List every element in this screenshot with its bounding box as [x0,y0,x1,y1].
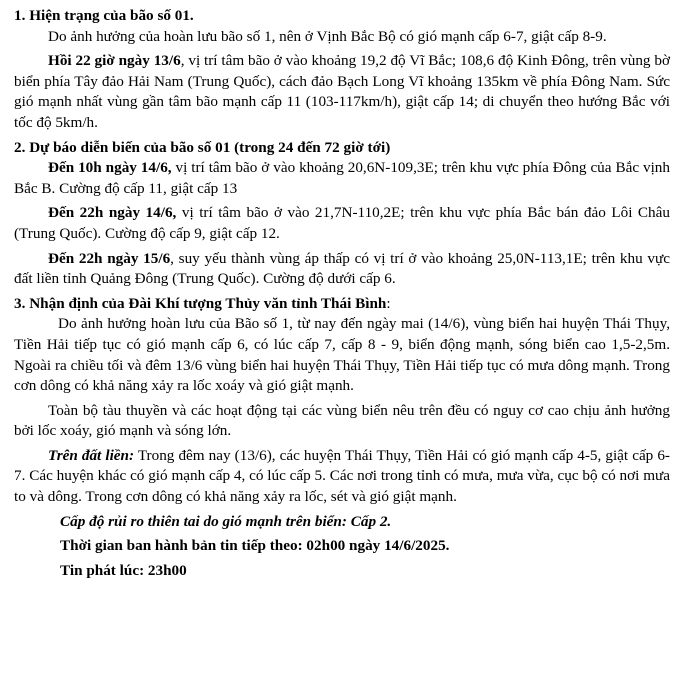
section-3-paragraph-2: Toàn bộ tàu thuyền và các hoạt động tại các vùng biển nêu trên đều có nguy cơ cao chịu ảnh hưởng bởi lốc xoáy, gió mạnh và sóng lớn. [14,401,670,440]
section-forecast [14,138,670,290]
next-bulletin-value: : 02h00 ngày 14/6/2025. [297,537,450,555]
section-1-paragraph-1: Do ảnh hưởng của hoàn lưu bão số 1, nên ở Vịnh Bắc Bộ có gió mạnh cấp 6-7, giật cấp 8-9. [48,27,607,45]
heading-colon: : [386,294,391,312]
time-lead: Đến 22h ngày 14/6, [48,204,177,222]
next-bulletin-label: Thời gian ban hành bản tin tiếp theo [60,537,298,555]
forecast-text: vị trí tâm bão ở vào 21,7N-110,2E; trên khu vực phía Bắc bán đảo Lôi Châu (Trung Quốc). Cường độ cấp 9, giật cấp 12. [14,204,670,242]
section-assessment [14,294,670,508]
forecast-text: , suy yếu thành vùng áp thấp có vị trí ở vào khoảng 25,0N-113,1E; trên khu vực đất liền tỉnh Quảng Đông (Trung Quốc). Cường độ dưới cấp 6. [14,249,670,288]
section-3-heading-text: 3. Nhận định của Đài Khí tượng Thủy văn tỉnh Thái Bình [14,294,387,312]
time-lead: Đến 22h ngày 15/6 [48,249,171,267]
paragraph-text: Trong đêm nay (13/6), các huyện Thái Thụy, Tiền Hải có gió mạnh cấp 4-5, giật cấp 6-7. Các huyện khác có gió mạnh cấp 4, có lúc cấp 5. Các nơi trong tỉnh có mưa, mưa vừa, cục bộ có nơi mưa to và dông. Trong cơn dông có khả năng xảy ra lốc, sét và gió giật mạnh. [14,446,670,506]
forecast-item-2 [14,203,670,244]
next-bulletin-time [14,536,670,557]
section-1-paragraph-2 [14,51,670,133]
inland-lead: Trên đất liền: [48,446,135,464]
time-lead: Hồi 22 giờ ngày 13/6 [48,52,181,70]
time-lead: Đến 10h ngày 14/6, [48,159,172,177]
risk-level: Cấp độ rủi ro thiên tai do gió mạnh trên biển: Cấp 2. [60,512,392,530]
section-current-status [14,6,670,134]
section-3-heading [14,294,670,315]
forecast-item-3 [14,249,670,290]
paragraph-text: , vị trí tâm bão ở vào khoảng 19,2 độ Vĩ Bắc; 108,6 độ Kinh Đông, trên vùng bờ biển phía Tây đảo Hải Nam (Trung Quốc), cách đảo Bạch Long Vĩ khoảng 135km về phía Đông Nam. Sức gió mạnh nhất vùng gần tâm bão mạnh cấp 11 (103-117km/h), giật cấp 14; di chuyển theo hướng Bắc với tốc độ 5km/h. [14,52,671,131]
section-1-heading: 1. Hiện trạng của bão số 01. [14,7,194,24]
section-3-paragraph-3 [14,446,670,508]
section-2-heading: 2. Dự báo diễn biến của bão số 01 (trong 24 đến 72 giờ tới) [14,138,391,156]
forecast-item-1 [14,158,670,199]
issued-time: Tin phát lúc: 23h00 [60,561,187,579]
forecast-text: vị trí tâm bão ở vào khoảng 20,6N-109,3E; trên khu vực phía Đông của Bắc vịnh Bắc B. Cường độ cấp 11, giật cấp 13 [14,159,670,197]
bulletin-footer [14,512,670,582]
section-3-paragraph-1: Do ảnh hưởng hoàn lưu của Bão số 1, từ nay đến ngày mai (14/6), vùng biển hai huyện Thái Thụy, Tiền Hải tiếp tục có gió mạnh cấp 6, có lúc cấp 7, cấp 8 - 9, biển động mạnh, sóng biển cao 1,5-2,5m. Ngoài ra chiều tối và đêm 13/6 vùng biển hai huyện Thái Thụy, Tiền Hải tiếp tục có mưa dông mạnh. Trong cơn dông có khả năng xảy ra lốc xoáy và gió giật mạnh. [14,315,670,395]
